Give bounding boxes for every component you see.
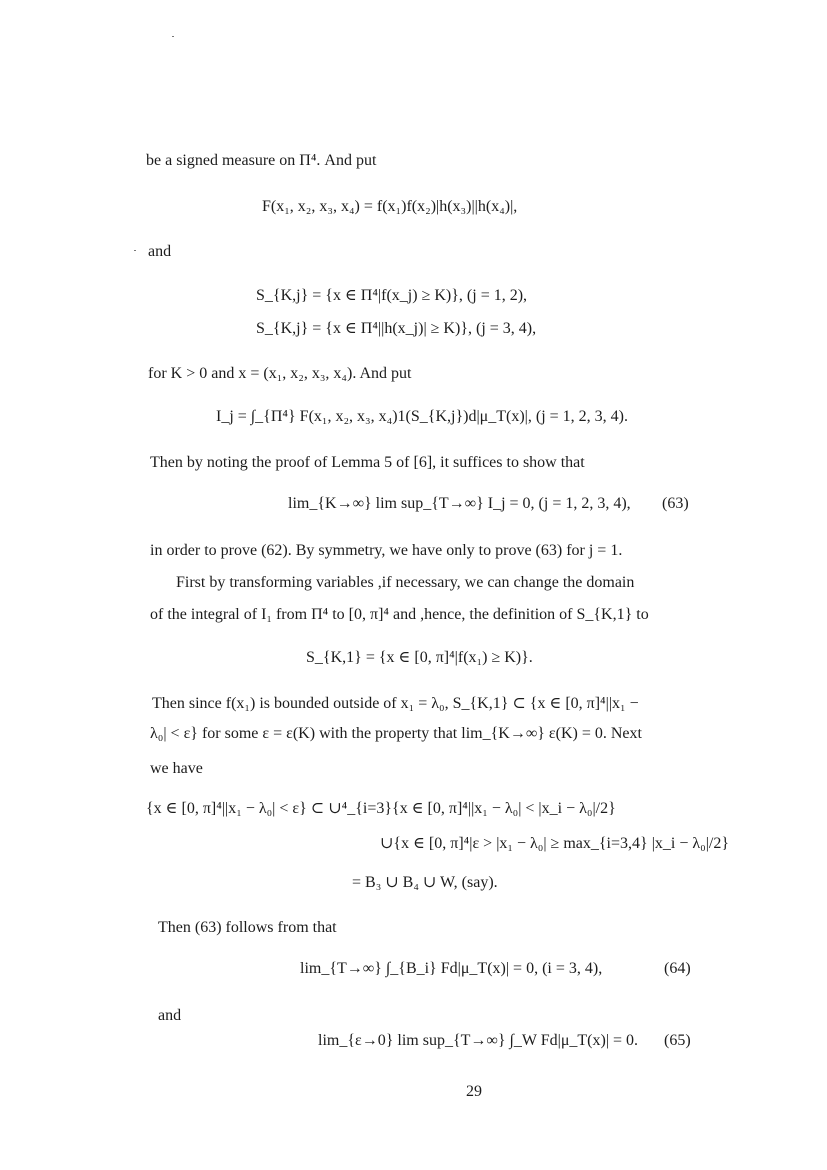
equation-S-Kj-1: S_{K,j} = {x ∈ Π⁴|f(x_j) ≥ K)}, (j = 1, 2), [256,287,528,304]
equation-63: lim_{K→∞} lim sup_{T→∞} I_j = 0, (j = 1, 2, 3, 4), [288,495,631,512]
equation-S-Kj-2: S_{K,j} = {x ∈ Π⁴||h(x_j)| ≥ K)}, (j = 3, 4), [256,320,537,337]
page-number: 29 [466,1083,482,1100]
text-line: we have [150,760,203,777]
text-line: and [148,243,172,260]
equation-number-65: (65) [664,1032,691,1049]
equation-number-64: (64) [664,960,691,977]
text-line: and [158,1007,182,1024]
text-line: Then by noting the proof of Lemma 5 of [6], it suffices to show that [150,454,585,471]
equation-number-63: (63) [662,495,689,512]
equation-64: lim_{T→∞} ∫_{B_i} Fd|μ_T(x)| = 0, (i = 3, 4), [300,960,603,977]
set-inclusion-line-2: ∪{x ∈ [0, π]⁴|ε > |x₁ − λ₀| ≥ max_{i=3,4} |x_i − λ₀|/2} [380,835,730,852]
text-line: be a signed measure on Π⁴. And put [146,152,377,169]
text-line: Then since f(x₁) is bounded outside of x₁ = λ₀, S_{K,1} ⊂ {x ∈ [0, π]⁴||x₁ − [152,695,639,712]
text-line: in order to prove (62). By symmetry, we have only to prove (63) for j = 1. [150,542,623,559]
set-inclusion-line-1: {x ∈ [0, π]⁴||x₁ − λ₀| < ε} ⊂ ∪⁴_{i=3}{x ∈ [0, π]⁴||x₁ − λ₀| < |x_i − λ₀|/2} [146,800,616,817]
text-line: First by transforming variables ,if necessary, we can change the domain [176,574,635,591]
equation-65: lim_{ε→0} lim sup_{T→∞} ∫_W Fd|μ_T(x)| = 0. [318,1032,639,1049]
equation-SK1: S_{K,1} = {x ∈ [0, π]⁴|f(x₁) ≥ K)}. [306,649,533,666]
equation-Ij: I_j = ∫_{Π⁴} F(x₁, x₂, x₃, x₄)1(S_{K,j})d|μ_T(x)|, (j = 1, 2, 3, 4). [216,408,628,425]
text-line: of the integral of I₁ from Π⁴ to [0, π]⁴ and ,hence, the definition of S_{K,1} to [150,606,649,623]
equation-F-definition: F(x₁, x₂, x₃, x₄) = f(x₁)f(x₂)|h(x₃)||h(x₄)|, [262,198,518,215]
scan-speck [172,36,174,37]
text-line: λ₀| < ε} for some ε = ε(K) with the property that lim_{K→∞} ε(K) = 0. Next [150,725,642,742]
scan-speck [134,250,136,251]
text-line: Then (63) follows from that [158,919,337,936]
text-line: for K > 0 and x = (x₁, x₂, x₃, x₄). And put [148,365,412,382]
set-inclusion-line-3: = B₃ ∪ B₄ ∪ W, (say). [352,874,498,891]
